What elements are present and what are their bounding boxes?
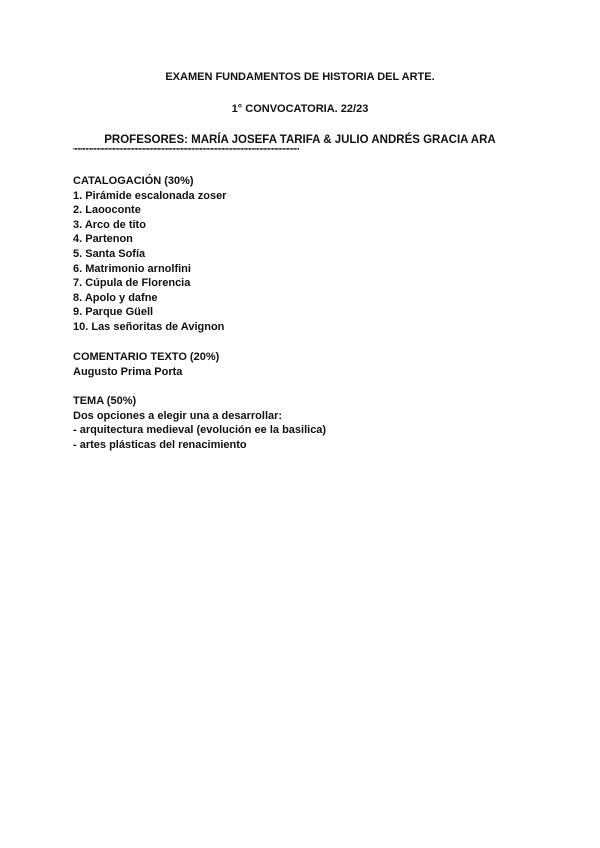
tema-option: - artes plásticas del renacimiento bbox=[73, 438, 247, 451]
catalog-item: 9. Parque Güell bbox=[73, 306, 154, 319]
exam-title: EXAMEN FUNDAMENTOS DE HISTORIA DEL ARTE. bbox=[165, 71, 435, 83]
catalog-item: 5. Santa Sofía bbox=[73, 247, 146, 260]
tema-intro: Dos opciones a elegir una a desarrollar: bbox=[73, 409, 283, 422]
catalog-item: 4. Partenon bbox=[73, 233, 133, 246]
catalog-item: 7. Cúpula de Florencia bbox=[73, 277, 191, 290]
catalog-item: 6. Matrimonio arnolfini bbox=[73, 262, 191, 275]
catalog-item: 1. Pirámide escalonada zoser bbox=[73, 189, 227, 202]
separator-line: """"""""""""""""""""""""""""""""""""""""""""""""""""""""""""""""""""""""""""""""""" bbox=[73, 148, 299, 155]
tema-section bbox=[73, 394, 326, 452]
convocatoria-line: 1° CONVOCATORIA. 22/23 bbox=[231, 103, 369, 115]
tema-option: - arquitectura medieval (evolución ee la basilica) bbox=[73, 424, 327, 437]
comentario-section bbox=[73, 350, 219, 379]
catalog-item: 2. Laooconte bbox=[73, 204, 141, 217]
catalogacion-section bbox=[73, 174, 226, 335]
profesores-line: PROFESORES: MARÍA JOSEFA TARIFA & JULIO ANDRÉS GRACIA ARA bbox=[104, 134, 496, 146]
tema-heading: TEMA (50%) bbox=[73, 395, 137, 407]
catalog-item: 10. Las señoritas de Avignon bbox=[73, 320, 225, 333]
comentario-text: Augusto Prima Porta bbox=[73, 365, 183, 378]
catalog-item: 8. Apolo y dafne bbox=[73, 291, 158, 304]
comentario-heading: COMENTARIO TEXTO (20%) bbox=[73, 351, 220, 363]
catalog-item: 3. Arco de tito bbox=[73, 218, 146, 231]
catalogacion-heading: CATALOGACIÓN (30%) bbox=[73, 175, 194, 187]
